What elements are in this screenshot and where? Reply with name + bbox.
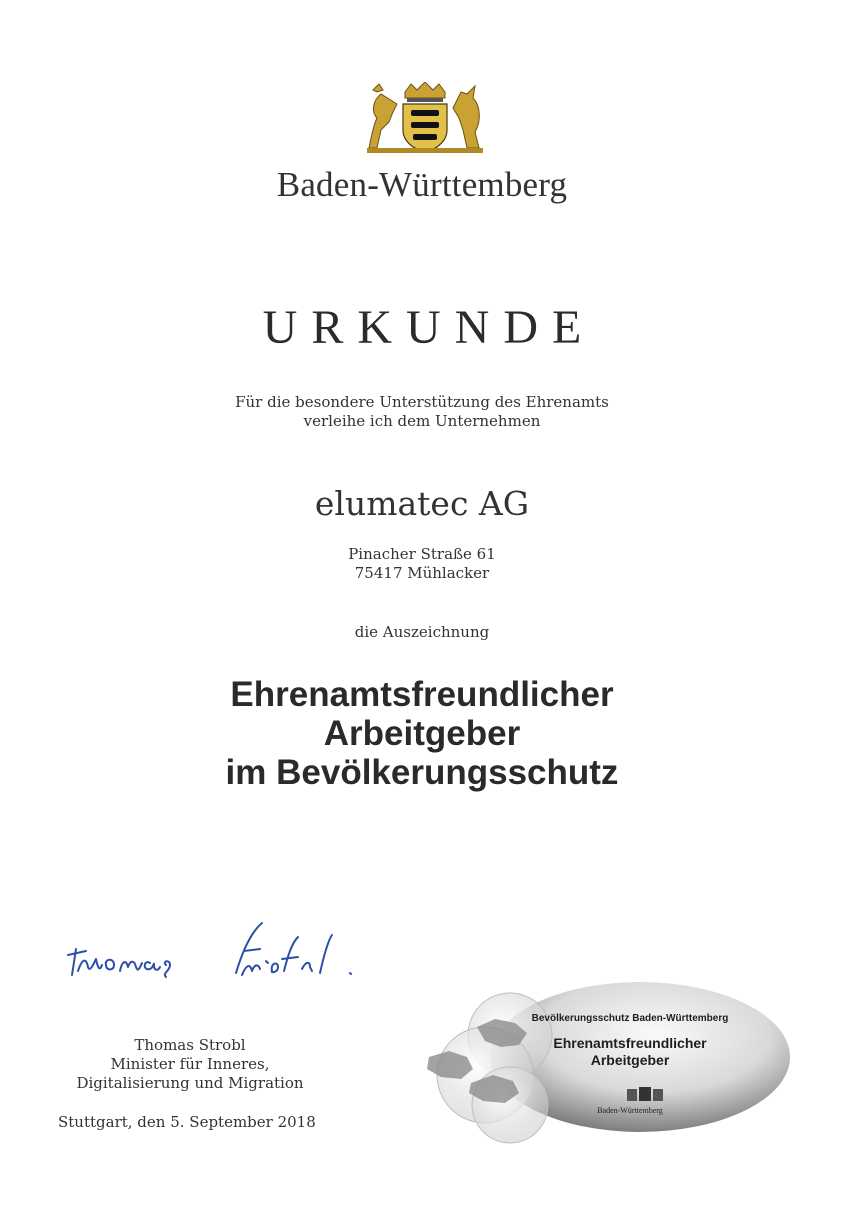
seal-state-name: Baden-Württemberg <box>597 1106 663 1115</box>
intro-text <box>0 393 844 431</box>
signer-block <box>40 1036 340 1093</box>
intro-line: Für die besondere Unterstützung des Ehrenamts <box>235 393 609 411</box>
address-street: Pinacher Straße 61 <box>348 545 496 563</box>
handwritten-signature <box>66 915 366 990</box>
award-title <box>0 675 844 792</box>
intro-line: verleihe ich dem Unternehmen <box>303 412 541 430</box>
award-line: im Bevölkerungsschutz <box>225 753 619 792</box>
baden-wuerttemberg-coat-of-arms-icon <box>363 82 487 154</box>
certificate-title: URKUNDE <box>262 301 596 354</box>
seal-award <box>540 1035 720 1069</box>
company-name: elumatec AG <box>314 484 530 523</box>
address-city: 75417 Mühlacker <box>354 564 490 582</box>
signer-name: Thomas Strobl <box>134 1036 246 1054</box>
award-line: Ehrenamtsfreundlicher <box>230 675 614 714</box>
award-lead: die Auszeichnung <box>354 623 490 641</box>
award-line: Arbeitgeber <box>323 714 521 753</box>
seal-award-line: Ehrenamtsfreundlicher <box>553 1035 707 1051</box>
seal-heading: Bevölkerungsschutz Baden-Württemberg <box>531 1013 729 1024</box>
place-date: Stuttgart, den 5. September 2018 <box>58 1113 316 1131</box>
state-name: Baden-Württemberg <box>276 165 568 204</box>
signer-role: Minister für Inneres, <box>110 1055 270 1073</box>
signer-role: Digitalisierung und Migration <box>76 1074 304 1092</box>
seal-award-line: Arbeitgeber <box>590 1052 670 1068</box>
company-address <box>0 545 844 583</box>
